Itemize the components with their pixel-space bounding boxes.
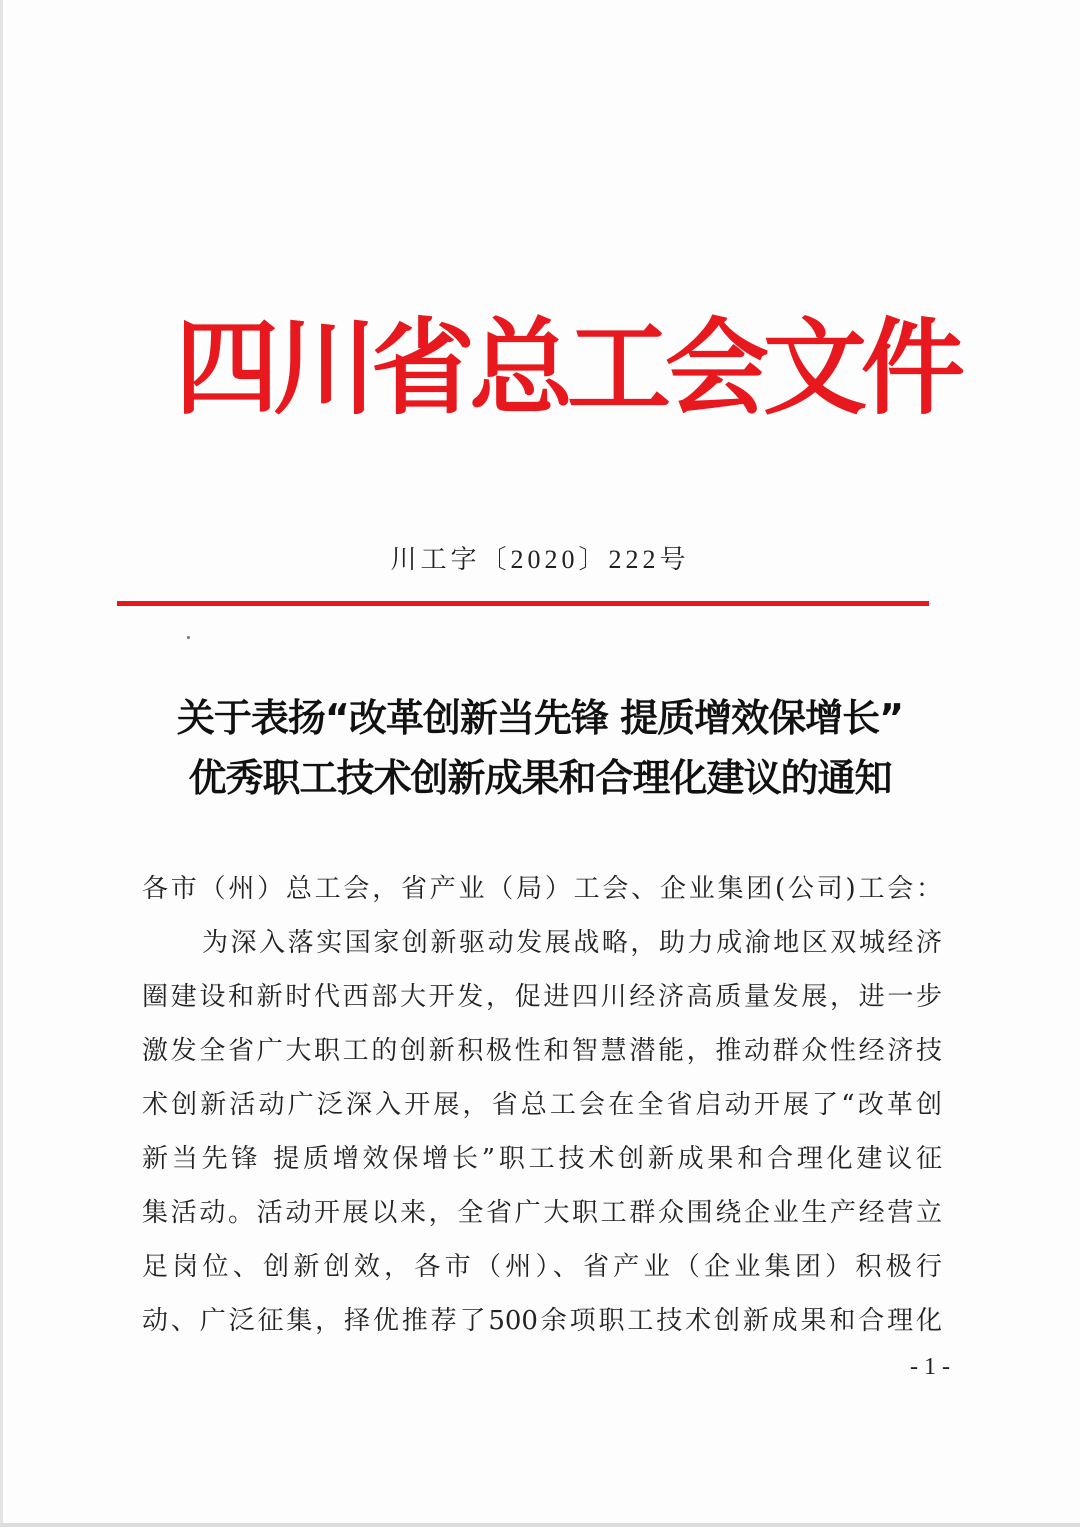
body-line: 新当先锋 提质增效保增长”职工技术创新成果和合理化建议征 xyxy=(142,1144,942,1174)
notice-title-line: 优秀职工技术创新成果和合理化建议的通知 xyxy=(188,756,892,800)
addressee-line: 各市（州）总工会，省产业（局）工会、企业集团(公司)工会： xyxy=(142,874,942,904)
scan-speck xyxy=(187,636,190,639)
body-line: 圈建设和新时代西部大开发，促进四川经济高质量发展，进一步 xyxy=(142,982,942,1012)
body-line: 激发全省广大职工的创新积极性和智慧潜能，推动群众性经济技 xyxy=(142,1036,942,1066)
body-line: 集活动。活动开展以来，全省广大职工群众围绕企业生产经营立 xyxy=(142,1198,942,1228)
red-divider-line xyxy=(117,601,929,606)
body-line: 术创新活动广泛深入开展，省总工会在全省启动开展了“改革创 xyxy=(142,1090,942,1120)
notice-body xyxy=(142,862,942,1348)
body-line: 动、广泛征集，择优推荐了500余项职工技术创新成果和合理化 xyxy=(142,1306,942,1336)
document-number: 川工字〔2020〕222号 xyxy=(390,545,690,574)
scan-edge xyxy=(0,0,3,1527)
scan-edge xyxy=(0,1523,1080,1527)
notice-title-line: 关于表扬“改革创新当先锋 提质增效保增长” xyxy=(176,696,904,740)
notice-title xyxy=(110,688,970,808)
document-masthead: 四川省总工会文件 xyxy=(175,312,960,427)
page-number: - 1 - xyxy=(910,1354,950,1380)
body-line: 为深入落实国家创新驱动发展战略，助力成渝地区双城经济 xyxy=(202,928,942,958)
body-line: 足岗位、创新创效，各市（州）、省产业（企业集团）积极行 xyxy=(142,1252,942,1282)
